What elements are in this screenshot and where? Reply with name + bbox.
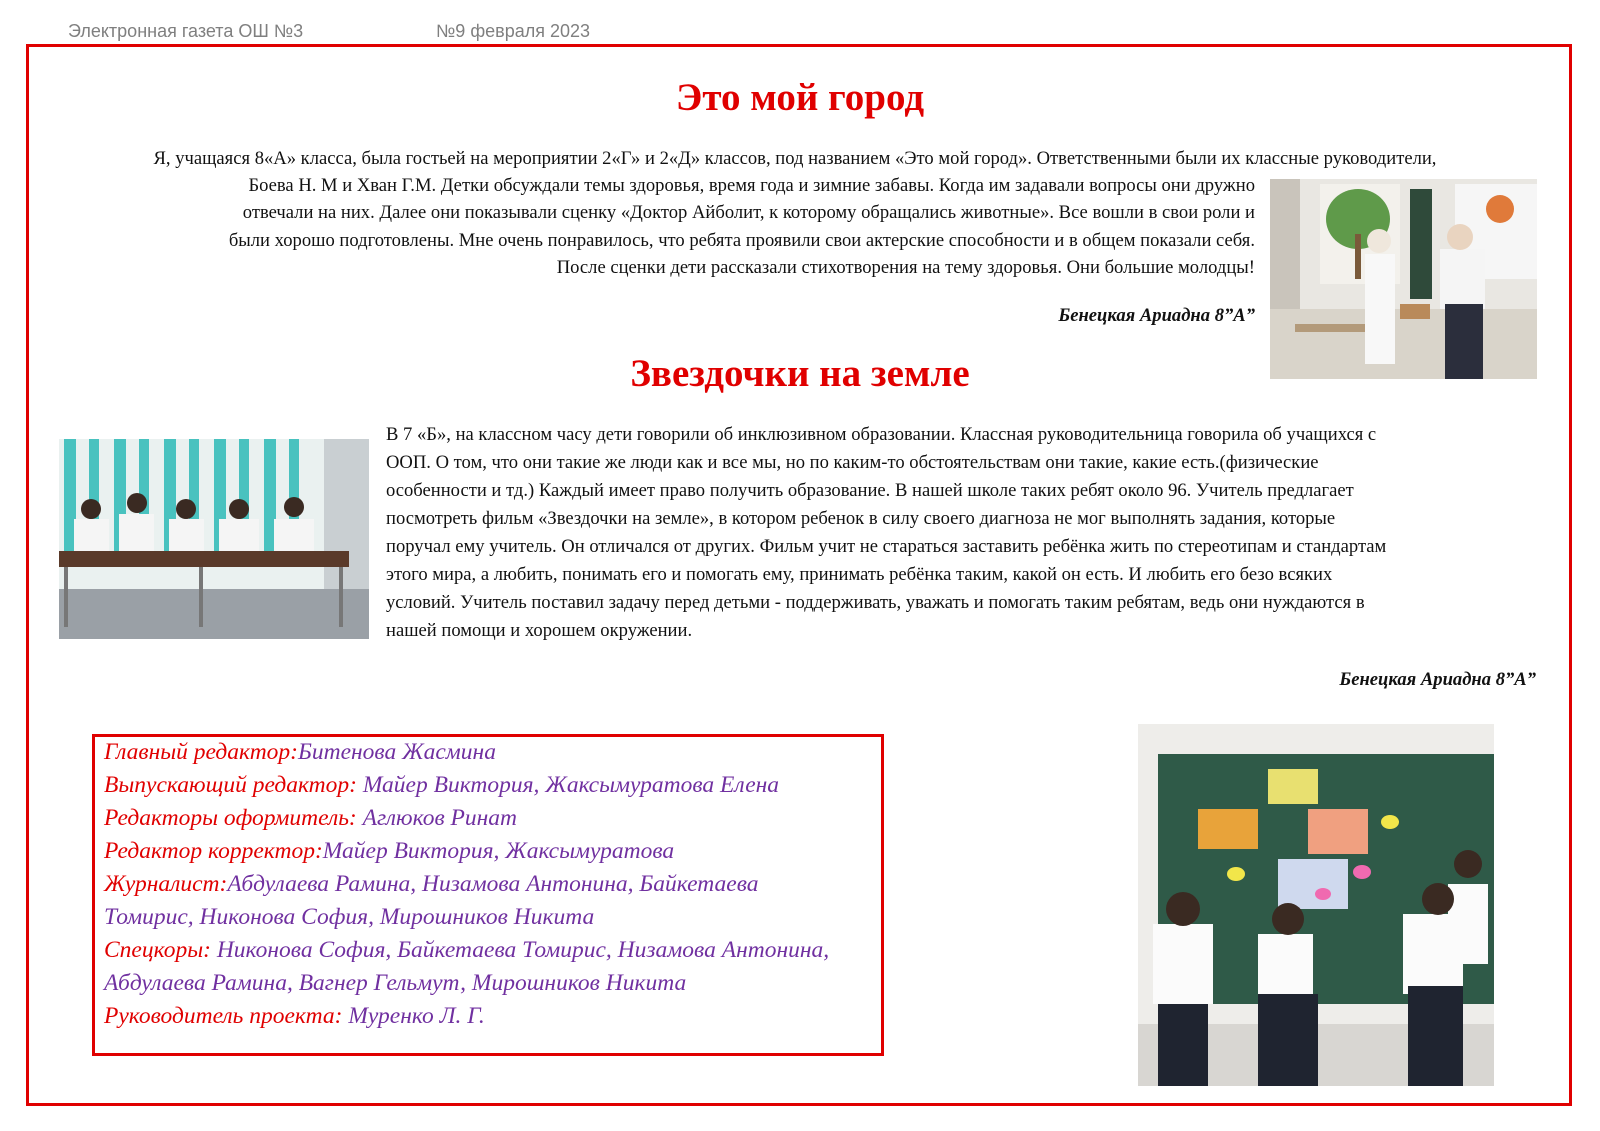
credit-label: Спецкоры: — [104, 937, 211, 963]
children-at-board-photo — [1138, 724, 1494, 1086]
credit-value: Никонова София, Байкетаева Томирис, Низамова Антонина, — [210, 937, 830, 963]
credit-journalist-continued — [104, 904, 594, 931]
credit-label: Редакторы оформитель: — [104, 805, 357, 831]
credit-value: Аглюков Ринат — [356, 805, 518, 831]
article2-line: особенности и тд.) Каждый имеет право получить образование. В нашей школе таких ребят около 96. Учитель предлагает — [386, 480, 1354, 501]
article1-body — [60, 172, 1255, 281]
article1-signature: Бенецкая Ариадна 8”А” — [1058, 305, 1255, 326]
article1-lead-line: Я, учащаяся 8«А» класса, была гостьей на мероприятии 2«Г» и 2«Д» классов, под названием «Это мой город». Ответственными были их классные руководители, — [153, 148, 1437, 169]
credit-layout-editor — [104, 805, 517, 832]
article2-line: ООП. О том, что они такие же люди как и все мы, но по каким-то обстоятельствам они такие, какие есть.(физические — [386, 452, 1319, 473]
credit-chief-editor — [104, 739, 496, 766]
credit-label: Главный редактор: — [104, 739, 299, 765]
article2-body — [386, 421, 1546, 645]
credit-value: Майер Виктория, Жаксымуратова Елена — [356, 772, 780, 798]
credit-journalist — [104, 871, 759, 898]
article2-line: В 7 «Б», на классном часу дети говорили об инклюзивном образовании. Классная руководительница говорила об учащихся с — [386, 424, 1377, 445]
issue-date: №9 февраля 2023 — [436, 21, 591, 41]
credit-value: Абдулаева Рамина, Вагнер Гельмут, Мирошников Никита — [104, 970, 687, 996]
credit-label: Редактор корректор: — [104, 838, 323, 864]
credit-value: Абдулаева Рамина, Низамова Антонина, Байкетаева — [227, 871, 759, 897]
credit-proofreader — [104, 838, 674, 865]
publication-name: Электронная газета ОШ №3 — [68, 21, 304, 41]
article2-line: этого мира, а любить, понимать его и помогать ему, принимать ребёнка таким, какой он есть. И любить его безо всяких — [386, 564, 1333, 585]
credit-correspondents — [104, 937, 829, 964]
article2-line: условий. Учитель поставил задачу перед детьми - поддерживать, уважать и помогать таким ребятам, ведь они нуждаются в — [386, 592, 1365, 613]
students-at-desks-photo — [59, 439, 369, 639]
article2-line: посмотреть фильм «Звездочки на земле», в котором ребенок в силу своего диагноза не мог выполнять задания, которые — [386, 508, 1336, 529]
credit-value: Муренко Л. Г. — [342, 1003, 485, 1029]
credit-value: Майер Виктория, Жаксымуратова — [322, 838, 675, 864]
credit-correspondents-continued — [104, 970, 686, 997]
article2-line: поручал ему учитель. Он отличался от других. Фильм учит не стараться заставить ребёнка жить по стереотипам и стандартам — [386, 536, 1387, 557]
article1-line: отвечали на них. Далее они показывали сценку «Доктор Айболит, к которому обращались животные». Все вошли в свои роли и — [242, 202, 1255, 224]
article1-line: были хорошо подготовлены. Мне очень понравилось, что ребята проявили свои актерские способности и в общем показали себя. — [228, 229, 1255, 251]
article-title-stars-on-earth: Звездочки на земле — [630, 352, 970, 395]
article-title-this-is-my-city: Это мой город — [675, 76, 925, 119]
credit-value: Томирис, Никонова София, Мирошников Никита — [104, 904, 595, 930]
classroom-play-photo — [1270, 179, 1537, 379]
article1-line: Боева Н. М и Хван Г.М. Детки обсуждали темы здоровья, время года и зимние забавы. Когда им задавали вопросы они дружно — [248, 175, 1255, 196]
credit-label: Журналист: — [104, 871, 228, 897]
credit-label: Руководитель проекта: — [104, 1003, 343, 1029]
article2-signature: Бенецкая Ариадна 8”А” — [1339, 669, 1536, 690]
article2-line: нашей помощи и хорошем окружении. — [386, 620, 693, 641]
credit-project-lead — [104, 1003, 485, 1030]
credit-label: Выпускающий редактор: — [104, 772, 357, 798]
credit-managing-editor — [104, 772, 779, 799]
credit-value: Битенова Жасмина — [298, 739, 496, 765]
article1-line: После сценки дети рассказали стихотворения на тему здоровья. Они большие молодцы! — [556, 256, 1255, 278]
